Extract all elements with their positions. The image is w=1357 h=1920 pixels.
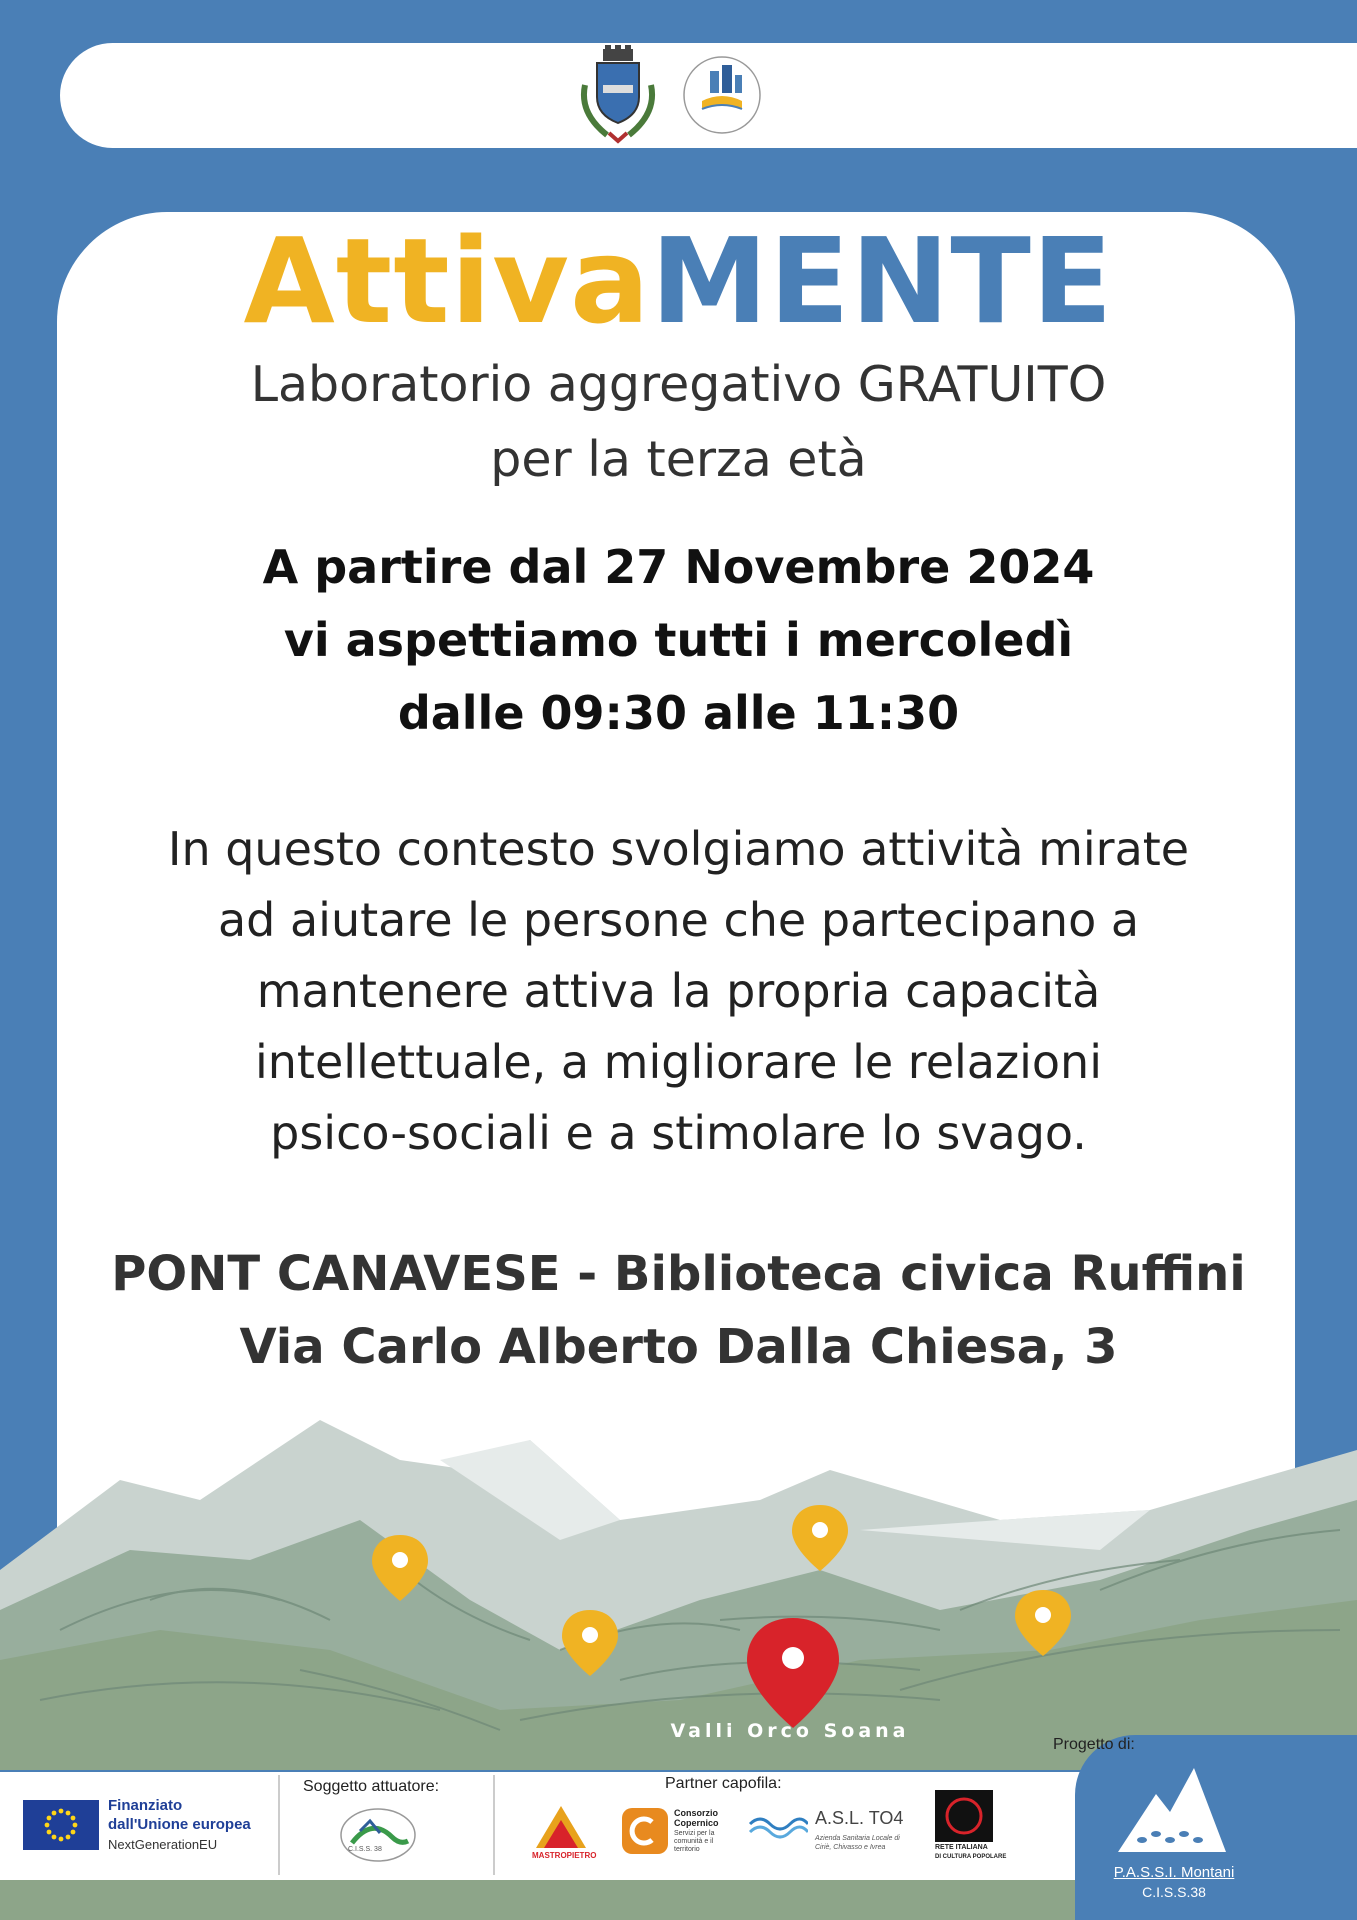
eu-funding-line-2: dall'Unione europea xyxy=(108,1816,251,1833)
copernico-line-1: Consorzio xyxy=(674,1808,718,1818)
schedule-line-3: dalle 09:30 alle 11:30 xyxy=(397,686,960,740)
partner-label: Partner capofila: xyxy=(665,1775,782,1792)
mountains-illustration xyxy=(0,1400,1357,1770)
attuatore-label: Soggetto attuatore: xyxy=(303,1778,440,1795)
copernico-logo-icon xyxy=(622,1808,668,1854)
eu-funding-line-1: Finanziato xyxy=(108,1797,183,1814)
subtitle-line-2: per la terza età xyxy=(490,431,867,488)
description-line: ad aiutare le persone che partecipano a xyxy=(217,893,1140,947)
location-venue: PONT CANAVESE - Biblioteca civica Ruffini xyxy=(111,1246,1246,1302)
schedule-line-1: A partire dal 27 Novembre 2024 xyxy=(262,540,1095,594)
subtitle-line-1: Laboratorio aggregativo GRATUITO xyxy=(250,356,1107,413)
passi-line-1: P.A.S.S.I. Montani xyxy=(1113,1864,1235,1881)
passi-mountain-logo-icon xyxy=(1112,1760,1232,1861)
footer-divider xyxy=(493,1775,495,1875)
eu-funding-line-3: NextGenerationEU xyxy=(108,1837,218,1852)
asl-to4-subtitle: Azienda Sanitaria Locale di Ciriè, Chivasso e Ivrea xyxy=(815,1835,900,1851)
eu-flag-icon xyxy=(23,1800,99,1850)
ciss38-logo-text: C.I.S.S. 38 xyxy=(348,1846,382,1853)
coat-of-arms-icon xyxy=(575,45,661,145)
ciss38-logo xyxy=(338,1805,418,1870)
footer-divider xyxy=(278,1775,280,1875)
rete-cultura-popolare-logo xyxy=(935,1790,993,1842)
copernico-line-2: Copernico xyxy=(674,1818,719,1828)
title-part-attiva: Attiva xyxy=(243,212,651,350)
location-address: Via Carlo Alberto Dalla Chiesa, 3 xyxy=(239,1319,1118,1375)
page-title xyxy=(0,212,1357,350)
biblioteca-civica-ruffini-logo xyxy=(680,45,764,145)
title-part-mente: MENTE xyxy=(650,212,1114,350)
mastropietro-logo xyxy=(528,1800,594,1855)
rete-logo-line-1: RETE ITALIANA xyxy=(935,1844,988,1851)
valley-label: Valli Orco Soana xyxy=(670,1720,910,1742)
schedule-line-2: vi aspettiamo tutti i mercoledì xyxy=(283,613,1074,667)
asl-to4-title: A.S.L. TO4 xyxy=(815,1808,904,1828)
mastropietro-logo-text: MASTROPIETRO xyxy=(532,1851,597,1860)
description-line: intellettuale, a migliorare le relazioni xyxy=(255,1035,1102,1089)
copernico-line-3: Servizi per la comunità e il territorio xyxy=(674,1830,715,1853)
header-logos xyxy=(0,45,1357,145)
asl-to4-wave-icon xyxy=(748,1810,808,1845)
progetto-label: Progetto di: xyxy=(1053,1736,1135,1753)
passi-line-2: C.I.S.S.38 xyxy=(1142,1884,1206,1900)
description-line: mantenere attiva la propria capacità xyxy=(256,964,1101,1018)
rete-logo-line-2: DI CULTURA POPOLARE xyxy=(935,1854,1007,1860)
description-line: psico-sociali e a stimolare lo svago. xyxy=(270,1106,1087,1160)
description-line: In questo contesto svolgiamo attività mirate xyxy=(167,822,1190,876)
